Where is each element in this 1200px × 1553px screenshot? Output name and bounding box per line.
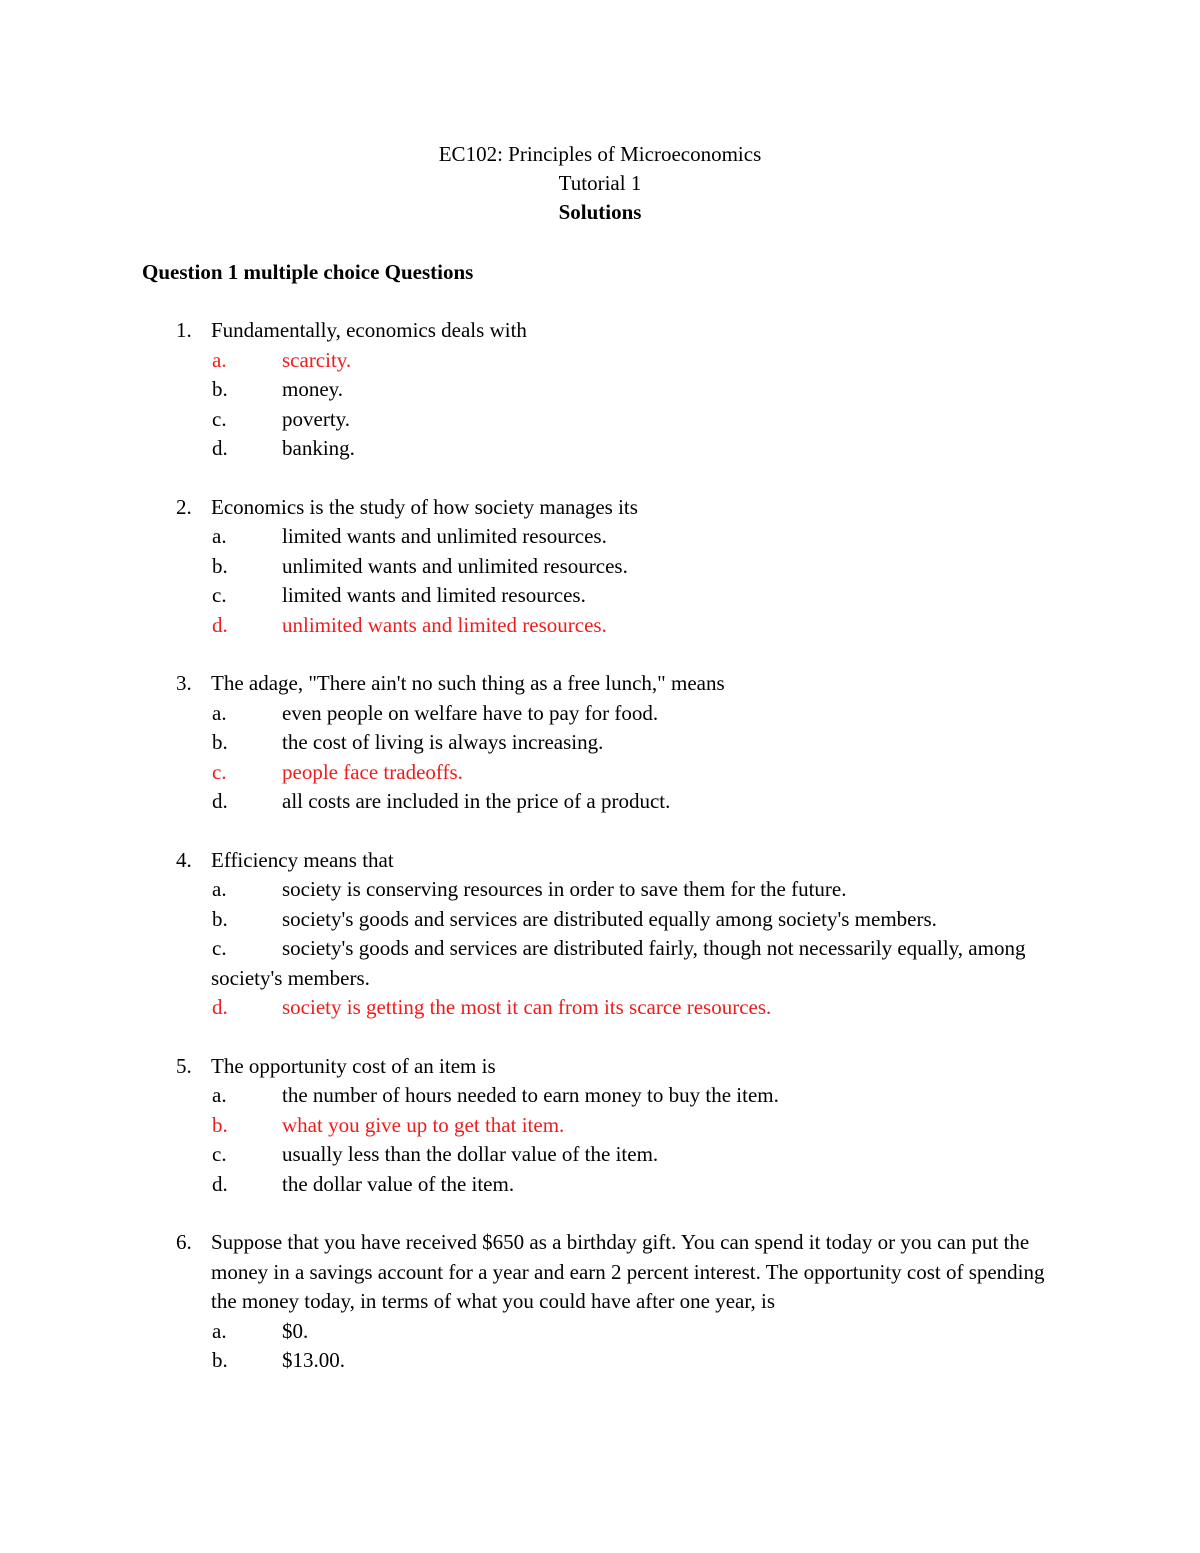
answer-option [0,581,1200,611]
option-text: limited wants and limited resources. [282,583,586,607]
answer-option [0,1170,1200,1200]
course-title: EC102: Principles of Microeconomics [438,142,762,166]
option-text: usually less than the dollar value of the item. [282,1142,659,1166]
option-text: $13.00. [282,1348,345,1372]
tutorial-label: Tutorial 1 [558,171,642,195]
option-letter: b. [212,1112,228,1137]
option-letter: a. [212,1083,227,1107]
answer-option [0,522,1200,552]
option-letter: c. [212,759,227,784]
option-letter: a. [212,524,227,548]
answer-option [0,434,1200,464]
option-text: what you give up to get that item. [282,1112,565,1137]
option-text: the dollar value of the item. [282,1171,515,1196]
option-text: banking. [282,436,355,460]
answer-option-correct [0,1111,1200,1141]
option-letter: d. [212,789,228,813]
option-text: the number of hours needed to earn money to buy the item. [282,1083,779,1107]
option-letter: b. [212,906,228,931]
option-text: society's goods and services are distributed equally among society's members. [282,906,937,931]
answer-option [0,1140,1200,1170]
question-text: Efficiency means that [211,847,394,872]
option-text: the cost of living is always increasing. [282,730,604,754]
answer-option-correct [0,993,1200,1023]
question-text: Fundamentally, economics deals with [211,318,527,342]
question-stem [0,1052,1200,1082]
option-text: scarcity. [282,347,352,372]
option-letter: b. [212,553,228,578]
question-1 [0,316,1200,464]
option-letter: c. [212,936,227,960]
question-stem [0,316,1200,346]
question-text: Economics is the study of how society manages its [211,494,638,519]
option-letter: b. [212,730,228,754]
answer-option [0,787,1200,817]
option-letter: a. [212,700,227,725]
question-3 [0,669,1200,817]
question-number: 3. [176,671,192,695]
option-text: all costs are included in the price of a product. [282,789,671,813]
question-text: The opportunity cost of an item is [211,1053,496,1078]
solutions-label: Solutions [558,200,642,224]
option-letter: c. [212,406,227,431]
option-text: money. [282,377,344,401]
question-2 [0,493,1200,641]
answer-option [0,552,1200,582]
question-text: The adage, "There ain't no such thing as a free lunch," means [211,671,725,695]
question-number: 5. [176,1053,192,1078]
document-header [0,140,1200,227]
question-5 [0,1052,1200,1200]
option-text: unlimited wants and unlimited resources. [282,553,628,578]
option-text: society's goods and services are distributed fairly, though not necessarily equally, among society's members. [211,936,1026,990]
option-text: people face tradeoffs. [282,759,463,784]
option-text: society is conserving resources in order to save them for the future. [282,877,847,901]
option-letter: a. [212,877,227,901]
answer-option [0,905,1200,935]
option-letter: b. [212,377,228,401]
answer-option [0,728,1200,758]
answer-option [0,699,1200,729]
answer-option [0,875,1200,905]
option-letter: c. [212,583,227,607]
answer-option [0,405,1200,435]
question-stem [0,493,1200,523]
answer-option [0,1346,1200,1376]
question-number: 1. [176,318,192,342]
question-number: 6. [176,1230,192,1254]
question-number: 4. [176,847,192,872]
option-letter: b. [212,1348,228,1372]
option-letter: a. [212,347,227,372]
option-letter: d. [212,436,228,460]
section-title: Question 1 multiple choice Questions [142,260,474,284]
option-text: even people on welfare have to pay for food. [282,700,659,725]
answer-option [0,375,1200,405]
option-text: limited wants and unlimited resources. [282,524,607,548]
option-text: poverty. [282,406,351,431]
answer-option [0,1081,1200,1111]
answer-option [0,1317,1200,1347]
question-stem [0,1228,1200,1317]
question-text: Suppose that you have received $650 as a birthday gift. You can spend it today or you can put the money in a savings account for a year and earn 2 percent interest. The opportunity cost of spending the money today, in terms of what you could have after one year, is [211,1230,1045,1313]
option-letter: d. [212,995,228,1019]
question-stem [0,669,1200,699]
question-4 [0,846,1200,1023]
option-letter: d. [212,612,228,637]
option-text: $0. [282,1318,309,1343]
question-number: 2. [176,494,192,519]
question-6 [0,1228,1200,1376]
option-text: unlimited wants and limited resources. [282,612,607,637]
option-letter: a. [212,1318,227,1343]
option-letter: d. [212,1171,228,1196]
answer-option [0,934,1200,993]
option-letter: c. [212,1142,227,1166]
option-text: society is getting the most it can from its scarce resources. [282,995,772,1019]
answer-option-correct [0,346,1200,376]
answer-option-correct [0,611,1200,641]
question-stem [0,846,1200,876]
question-list [0,316,1200,1405]
answer-option-correct [0,758,1200,788]
